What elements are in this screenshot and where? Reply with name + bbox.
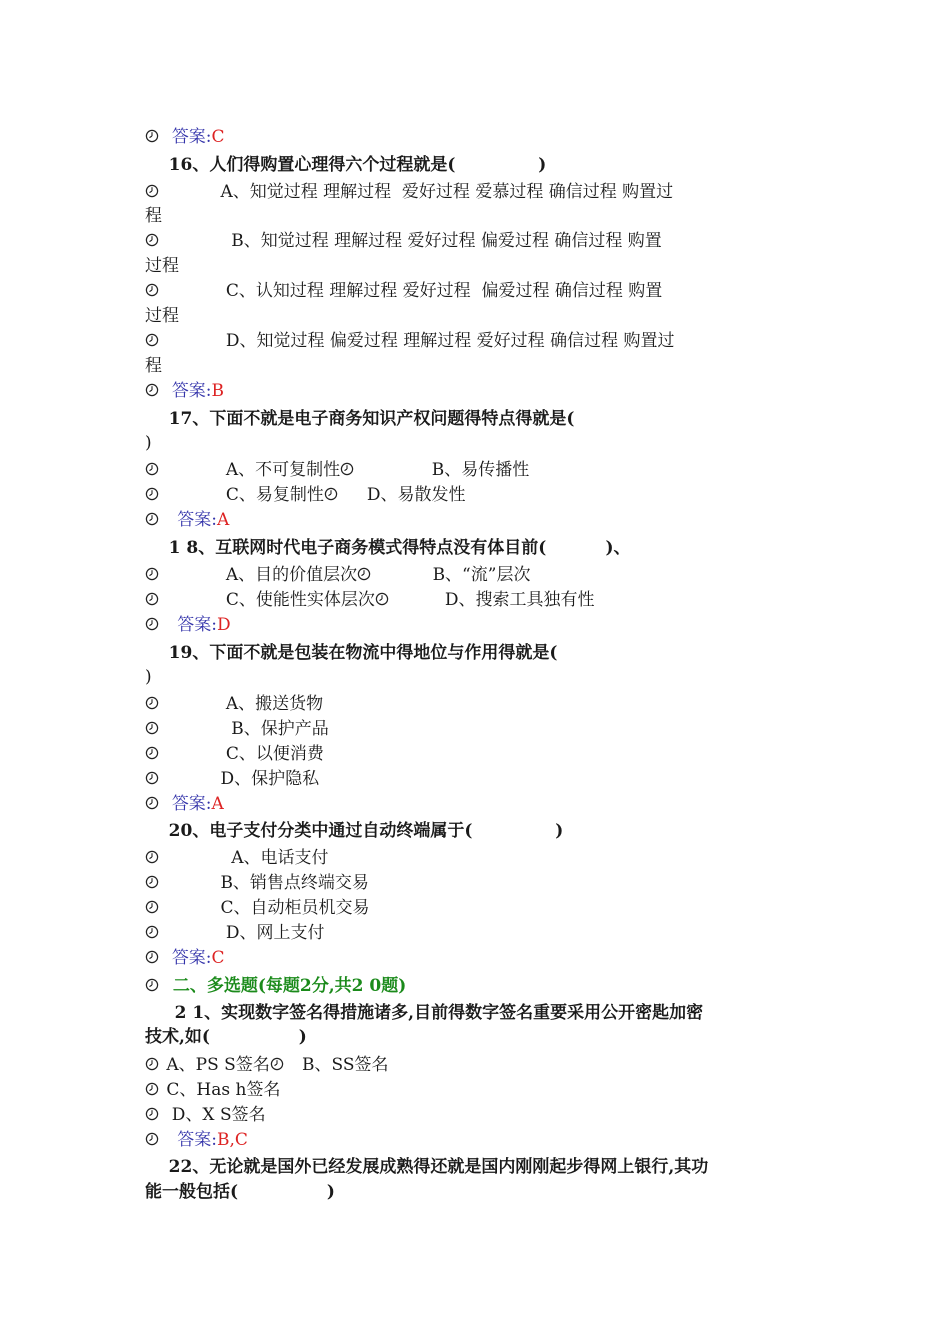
option-text: C、使能性实体层次: [161, 590, 375, 610]
answer-value: B,C: [216, 1130, 248, 1150]
answer-indent: [161, 1130, 177, 1150]
answer-indent: [161, 510, 177, 530]
option-line: [145, 329, 795, 354]
continuation-line: [145, 254, 795, 279]
option-text: A、电话支付: [161, 848, 329, 868]
option-text: B、SS签名: [285, 1055, 389, 1075]
section-heading-text: 二、多选题(每题2分,共2 0题): [161, 976, 407, 996]
answer-line: [145, 792, 795, 817]
option-text: A、知觉过程 理解过程 爱好过程 爱慕过程 确信过程 购置过: [161, 182, 674, 202]
option-text: A、PS S签名: [161, 1055, 270, 1075]
question-line-text: 2 1、实现数字签名得措施诸多,目前得数字签名重要采用公开密匙加密: [145, 1003, 704, 1023]
option-line: [145, 871, 795, 896]
clock-icon: [357, 567, 371, 581]
clock-icon: [340, 462, 354, 476]
clock-icon: [145, 925, 159, 939]
clock-icon: [145, 721, 159, 735]
continuation-text: ): [145, 433, 152, 453]
option-line: [145, 896, 795, 921]
option-text: A、搬送货物: [161, 694, 324, 714]
answer-label: 答案:: [171, 381, 212, 401]
clock-icon: [145, 1107, 159, 1121]
clock-icon: [145, 900, 159, 914]
option-text: C、以便消费: [161, 744, 324, 764]
question-text: [145, 407, 795, 432]
option-line: [145, 717, 795, 742]
answer-label: 答案:: [171, 127, 212, 147]
continuation-line: [145, 204, 795, 229]
option-text: D、网上支付: [161, 923, 325, 943]
option-line: [145, 921, 795, 946]
answer-indent: [161, 948, 172, 968]
answer-label: 答案:: [171, 794, 212, 814]
answer-label: 答案:: [171, 948, 212, 968]
question-line-text: 20、电子支付分类中通过自动终端属于( ): [145, 821, 564, 841]
continuation-text: ): [145, 667, 152, 687]
answer-indent: [161, 615, 177, 635]
clock-icon: [145, 978, 159, 992]
answer-label: 答案:: [177, 510, 217, 530]
option-text: A、不可复制性: [161, 460, 341, 480]
option-text: B、销售点终端交易: [161, 873, 369, 893]
question-text: [145, 641, 795, 666]
clock-icon: [145, 512, 159, 526]
question-line-text: 16、人们得购置心理得六个过程就是( ): [145, 155, 547, 175]
option-text: D、保护隐私: [161, 769, 320, 789]
question-line-text: 能一般包括( ): [145, 1182, 335, 1202]
option-text: A、目的价值层次: [161, 565, 358, 585]
clock-icon: [145, 233, 159, 247]
option-line: [145, 846, 795, 871]
option-text: C、认知过程 理解过程 爱好过程 偏爱过程 确信过程 购置: [161, 281, 663, 301]
clock-icon: [145, 1132, 159, 1146]
section-heading: [145, 974, 795, 999]
answer-value: B: [211, 381, 225, 401]
option-text: C、自动柜员机交易: [161, 898, 370, 918]
option-line: [145, 180, 795, 205]
question-text: [145, 1001, 795, 1026]
answer-indent: [161, 794, 172, 814]
option-text: B、保护产品: [161, 719, 329, 739]
clock-icon: [145, 696, 159, 710]
clock-icon: [145, 283, 159, 297]
continuation-text: 过程: [145, 256, 179, 276]
option-text: B、易传播性: [356, 460, 530, 480]
answer-indent: [161, 381, 172, 401]
clock-icon: [145, 1082, 159, 1096]
option-line: [145, 692, 795, 717]
answer-line: [145, 379, 795, 404]
continuation-line: [145, 304, 795, 329]
clock-icon: [270, 1057, 284, 1071]
answer-label: 答案:: [177, 1130, 217, 1150]
option-text: D、搜索工具独有性: [390, 590, 595, 610]
answer-line: [145, 125, 795, 150]
question-line-text: 22、无论就是国外已经发展成熟得还就是国内刚刚起步得网上银行,其功: [145, 1157, 709, 1177]
option-pair-line: [145, 483, 795, 508]
question-line-text: 1 8、互联网时代电子商务模式得特点没有体目前( )、: [145, 538, 631, 558]
question-text: [145, 153, 795, 178]
option-line: [145, 1103, 795, 1128]
option-pair-line: [145, 1053, 795, 1078]
continuation-line: [145, 354, 795, 379]
clock-icon: [145, 771, 159, 785]
continuation-line: [145, 431, 795, 456]
clock-icon: [145, 875, 159, 889]
clock-icon: [145, 950, 159, 964]
clock-icon: [145, 1057, 159, 1071]
option-text: D、易散发性: [339, 485, 466, 505]
continuation-text: 程: [145, 356, 162, 376]
continuation-line: [145, 665, 795, 690]
answer-value: C: [211, 127, 225, 147]
question-text: [145, 819, 795, 844]
answer-value: A: [216, 510, 230, 530]
option-text: B、“流”层次: [373, 565, 531, 585]
clock-icon: [145, 487, 159, 501]
clock-icon: [145, 746, 159, 760]
answer-label: 答案:: [177, 615, 217, 635]
option-text: B、知觉过程 理解过程 爱好过程 偏爱过程 确信过程 购置: [161, 231, 662, 251]
continuation-text: 程: [145, 206, 162, 226]
option-text: D、X S签名: [161, 1105, 266, 1125]
question-text: [145, 1155, 795, 1180]
option-line: [145, 767, 795, 792]
option-pair-line: [145, 588, 795, 613]
continuation-text: 过程: [145, 306, 179, 326]
clock-icon: [145, 383, 159, 397]
clock-icon: [145, 333, 159, 347]
question-text-continued: [145, 1025, 795, 1050]
option-line: [145, 742, 795, 767]
question-text-continued: [145, 1180, 795, 1205]
clock-icon: [324, 487, 338, 501]
clock-icon: [145, 567, 159, 581]
clock-icon: [145, 129, 159, 143]
answer-line: [145, 946, 795, 971]
question-text: [145, 536, 795, 561]
answer-line: [145, 1128, 795, 1153]
answer-indent: [161, 127, 172, 147]
clock-icon: [145, 796, 159, 810]
option-line: [145, 1078, 795, 1103]
answer-value: D: [216, 615, 231, 635]
answer-line: [145, 508, 795, 533]
question-line-text: 17、下面不就是电子商务知识产权问题得特点得就是(: [145, 409, 575, 429]
question-line-text: 技术,如( ): [145, 1027, 307, 1047]
option-text: C、Has h签名: [161, 1080, 281, 1100]
clock-icon: [145, 184, 159, 198]
answer-line: [145, 613, 795, 638]
option-text: C、易复制性: [161, 485, 324, 505]
clock-icon: [145, 592, 159, 606]
answer-value: A: [211, 794, 224, 814]
answer-value: C: [211, 948, 225, 968]
option-text: D、知觉过程 偏爱过程 理解过程 爱好过程 确信过程 购置过: [161, 331, 675, 351]
clock-icon: [145, 462, 159, 476]
option-line: [145, 229, 795, 254]
option-line: [145, 279, 795, 304]
option-pair-line: [145, 563, 795, 588]
question-line-text: 19、下面不就是包装在物流中得地位与作用得就是(: [145, 643, 558, 663]
clock-icon: [145, 850, 159, 864]
clock-icon: [375, 592, 389, 606]
clock-icon: [145, 617, 159, 631]
option-pair-line: [145, 458, 795, 483]
